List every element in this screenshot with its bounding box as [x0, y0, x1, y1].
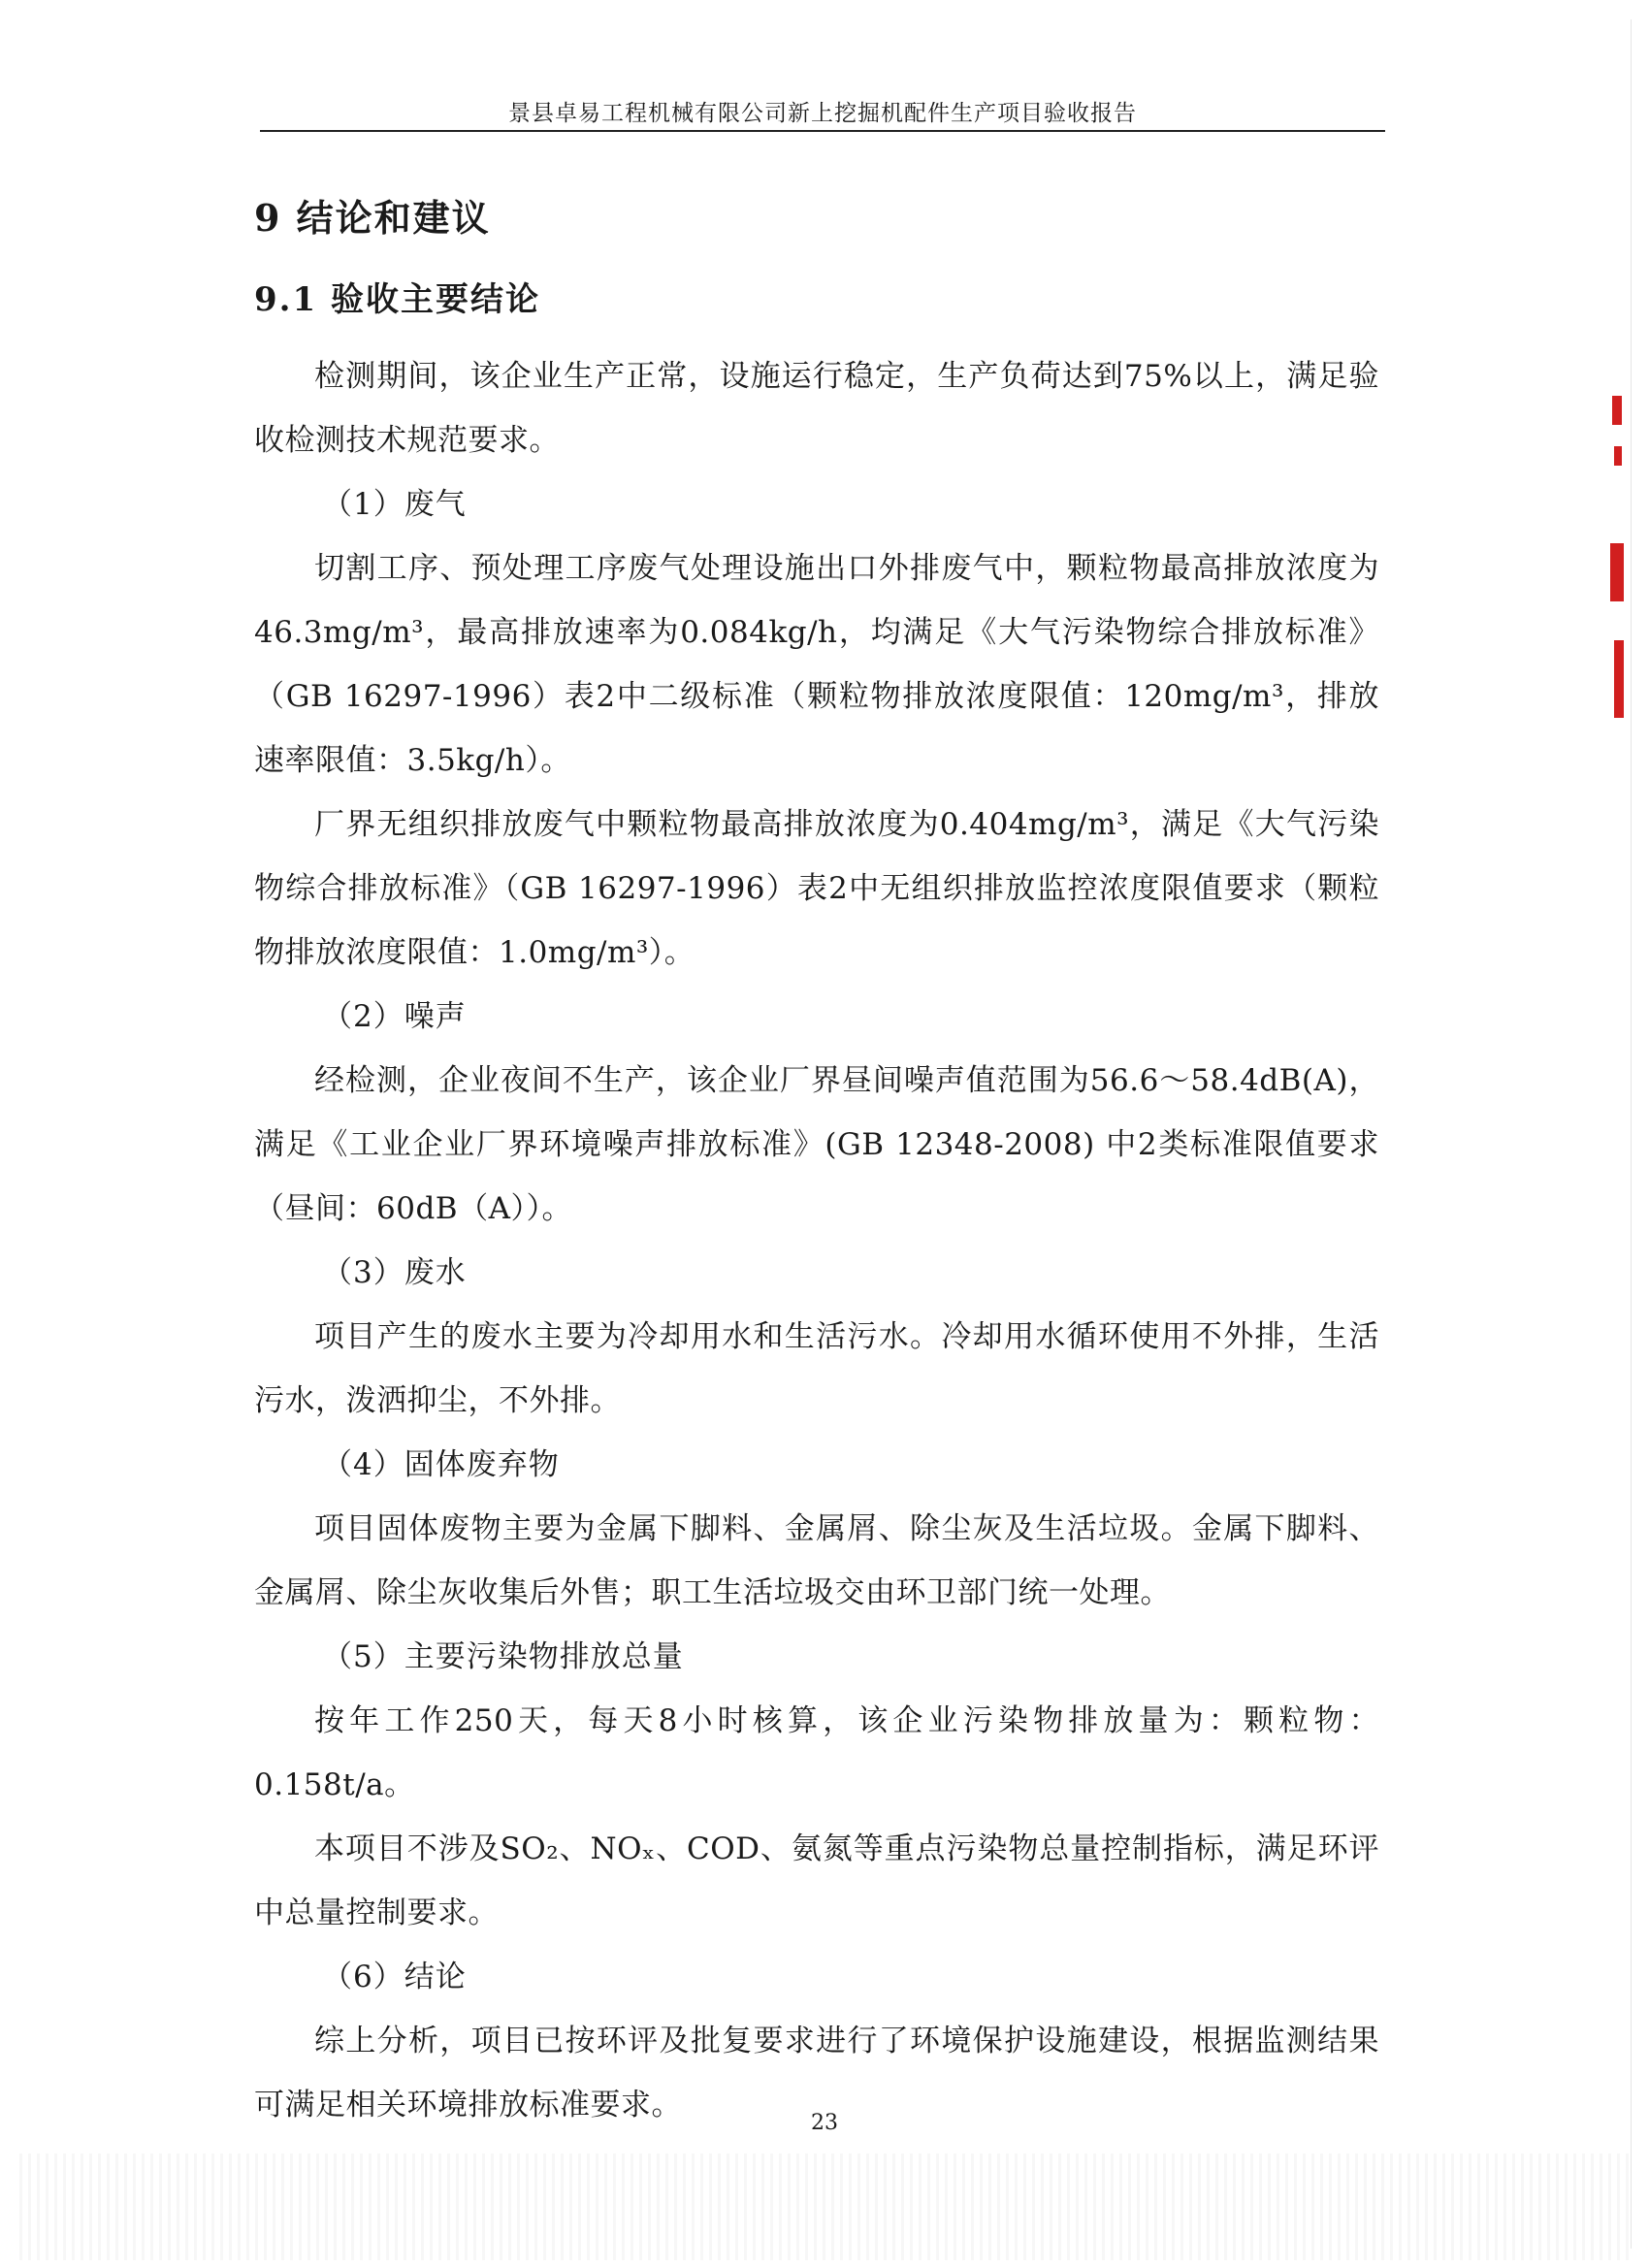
paragraph-wastewater: 项目产生的废水主要为冷却用水和生活污水。冷却用水循环使用不外排，生活污水，泼洒抑尘，不外排。	[254, 1319, 1379, 1418]
subhead-exhaust-gas: （1）废气	[322, 487, 467, 522]
subhead-total-emissions: （5）主要污染物排放总量	[322, 1639, 684, 1674]
page-content	[254, 179, 1379, 2137]
subhead-wastewater: （3）废水	[322, 1255, 467, 1290]
seal-fragment-mark	[1614, 640, 1624, 718]
running-header: 景县卓易工程机械有限公司新上挖掘机配件生产项目验收报告	[508, 101, 1137, 126]
seal-fragment-mark	[1612, 396, 1622, 425]
section-title: 9.1 验收主要结论	[254, 280, 540, 319]
scan-edge	[1631, 19, 1632, 2249]
seal-fragment-mark	[1610, 543, 1624, 601]
page-number: 23	[811, 2111, 838, 2135]
header-rule	[260, 130, 1385, 132]
paragraph-exhaust-organized: 切割工序、预处理工序废气处理设施出口外排废气中，颗粒物最高排放浓度为46.3mg/m³，最高排放速率为0.084kg/h，均满足《大气污染物综合排放标准》（GB 16297-1996）表2中二级标准（颗粒物排放浓度限值：120mg/m³，排放速率限值：3.5kg/h）。	[254, 551, 1379, 778]
subhead-noise: （2）噪声	[322, 999, 467, 1034]
paragraph-intro: 检测期间，该企业生产正常，设施运行稳定，生产负荷达到75%以上，满足验收检测技术规范要求。	[254, 359, 1379, 458]
scan-noise-strip	[19, 2154, 1630, 2260]
subhead-conclusion: （6）结论	[322, 1960, 467, 1994]
paragraph-exhaust-fugitive: 厂界无组织排放废气中颗粒物最高排放浓度为0.404mg/m³，满足《大气污染物综合排放标准》（GB 16297-1996）表2中无组织排放监控浓度限值要求（颗粒物排放浓度限值：1.0mg/m³）。	[254, 807, 1379, 970]
subhead-solid-waste: （4）固体废弃物	[322, 1447, 560, 1482]
paragraph-noise: 经检测，企业夜间不生产，该企业厂界昼间噪声值范围为56.6～58.4dB(A)，满足《工业企业厂界环境噪声排放标准》(GB 12348-2008) 中2类标准限值要求（昼间：60dB（A））。	[254, 1063, 1379, 1226]
paragraph-conclusion: 综上分析，项目已按环评及批复要求进行了环境保护设施建设，根据监测结果可满足相关环境排放标准要求。	[254, 2024, 1379, 2122]
chapter-title: 9 结论和建议	[254, 196, 491, 240]
paragraph-emission-control: 本项目不涉及SO₂、NOₓ、COD、氨氮等重点污染物总量控制指标，满足环评中总量控制要求。	[254, 1831, 1379, 1930]
paragraph-emission-amount: 按年工作250天，每天8小时核算，该企业污染物排放量为：颗粒物：0.158t/a。	[254, 1703, 1379, 1802]
paragraph-solid-waste: 项目固体废物主要为金属下脚料、金属屑、除尘灰及生活垃圾。金属下脚料、金属屑、除尘灰收集后外售；职工生活垃圾交由环卫部门统一处理。	[254, 1511, 1379, 1610]
seal-fragment-mark	[1614, 446, 1622, 466]
